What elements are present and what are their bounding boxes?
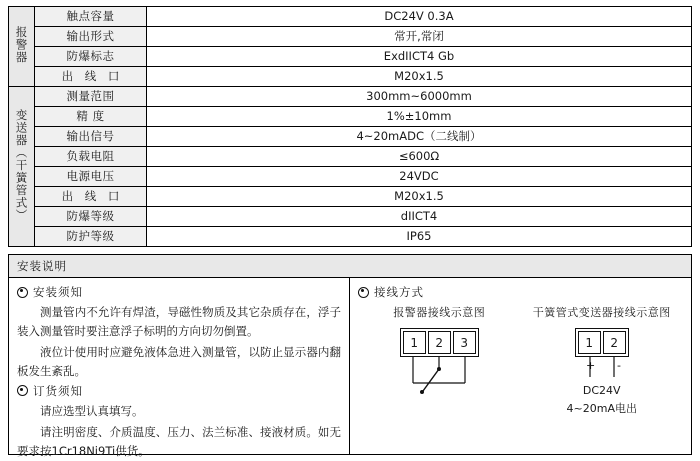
- terminal-2: 2: [603, 331, 626, 354]
- row-label: 触点容量: [35, 7, 147, 27]
- group-label-alarm: 报警器: [9, 7, 35, 87]
- bullet-icon: [358, 287, 369, 298]
- terminal-2: 2: [428, 331, 451, 354]
- row-label: 输出信号: [35, 127, 147, 147]
- bullet-icon: [17, 287, 28, 298]
- bullet-icon: [17, 385, 28, 396]
- row-label: 测量范围: [35, 87, 147, 107]
- table-row: [9, 187, 692, 207]
- order-notes-heading: [17, 383, 341, 399]
- installation-notes-column: [9, 278, 350, 458]
- wiring-heading-label: 接线方式: [374, 285, 424, 299]
- table-row: [9, 67, 692, 87]
- table-row: [9, 27, 692, 47]
- install-notes-paragraph-2: 液位计使用时应避免液体急进入测量管，以防止显示器内翻板发生紊乱。: [17, 344, 341, 378]
- wiring-heading: [358, 284, 683, 300]
- terminal-3: 3: [453, 331, 476, 354]
- table-row: [9, 107, 692, 127]
- row-label: 电源电压: [35, 167, 147, 187]
- transmitter-wiring-diagram: [521, 304, 684, 417]
- alarm-wiring-diagram: [358, 304, 521, 417]
- row-label: 输出形式: [35, 27, 147, 47]
- row-label: 出 线 口: [35, 67, 147, 87]
- row-label: 防爆标志: [35, 47, 147, 67]
- row-value: ≤600Ω: [147, 147, 692, 167]
- installation-body: [9, 278, 691, 458]
- group-label-transmitter: 变送器（干簧管式）: [9, 87, 35, 247]
- row-value: 24VDC: [147, 167, 692, 187]
- alarm-wiring-caption: 报警器接线示意图: [393, 306, 486, 319]
- transmitter-terminal-block: [575, 328, 629, 357]
- transmitter-output-label: 4~20mA电出: [566, 401, 637, 415]
- wiring-diagrams: [358, 304, 683, 417]
- table-row: [9, 7, 692, 27]
- table-row: [9, 47, 692, 67]
- alarm-contact-schematic: [358, 357, 521, 403]
- table-row: [9, 87, 692, 107]
- row-value: M20x1.5: [147, 187, 692, 207]
- terminal-1: 1: [403, 331, 426, 354]
- wiring-column: [350, 278, 691, 454]
- install-notes-paragraph-1: 测量管内不允许有焊渣，导磁性物质及其它杂质存在，浮子装入测量管时要注意浮子标明的方向切勿倒置。: [17, 305, 341, 338]
- table-row: [9, 167, 692, 187]
- svg-text:+: +: [585, 359, 595, 372]
- row-label: 精 度: [35, 107, 147, 127]
- row-value: IP65: [147, 227, 692, 247]
- install-notes-heading-label: 安装须知: [33, 285, 83, 299]
- table-row: [9, 147, 692, 167]
- row-label: 出 线 口: [35, 187, 147, 207]
- table-row: [9, 127, 692, 147]
- row-label: 负载电阻: [35, 147, 147, 167]
- terminal-1: 1: [578, 331, 601, 354]
- row-value: 常开,常闭: [147, 27, 692, 47]
- transmitter-supply-label: DC24V: [582, 384, 621, 397]
- svg-text:-: -: [616, 359, 621, 372]
- specification-table: [8, 6, 692, 247]
- transmitter-terminal-row: [577, 330, 627, 355]
- table-row: [9, 227, 692, 247]
- row-value: dIICT4: [147, 207, 692, 227]
- table-row: [9, 207, 692, 227]
- alarm-terminal-row: [402, 330, 477, 355]
- row-label: 防护等级: [35, 227, 147, 247]
- table-body: [9, 7, 692, 247]
- row-value: M20x1.5: [147, 67, 692, 87]
- transmitter-leads-schematic: [521, 357, 684, 381]
- transmitter-wiring-caption: 干簧管式变送器接线示意图: [532, 306, 671, 319]
- order-notes-paragraph-1: 请应选型认真填写。: [40, 403, 144, 418]
- alarm-terminal-block: [400, 328, 479, 357]
- order-notes-heading-label: 订货须知: [33, 383, 83, 398]
- install-notes-heading: [17, 284, 341, 300]
- row-value: 4~20mADC（二线制）: [147, 127, 692, 147]
- row-value: 1%±10mm: [147, 107, 692, 127]
- row-label: 防爆等级: [35, 207, 147, 227]
- row-value: 300mm~6000mm: [147, 87, 692, 107]
- installation-instructions-panel: [8, 254, 692, 458]
- installation-title: 安装说明: [9, 255, 691, 278]
- row-value: DC24V 0.3A: [147, 7, 692, 27]
- order-notes-paragraph-2: 请注明密度、介质温度、压力、法兰标准、接液材质。如无要求按1Cr18Ni9Ti供货。: [17, 424, 341, 458]
- row-value: ExdIICT4 Gb: [147, 47, 692, 67]
